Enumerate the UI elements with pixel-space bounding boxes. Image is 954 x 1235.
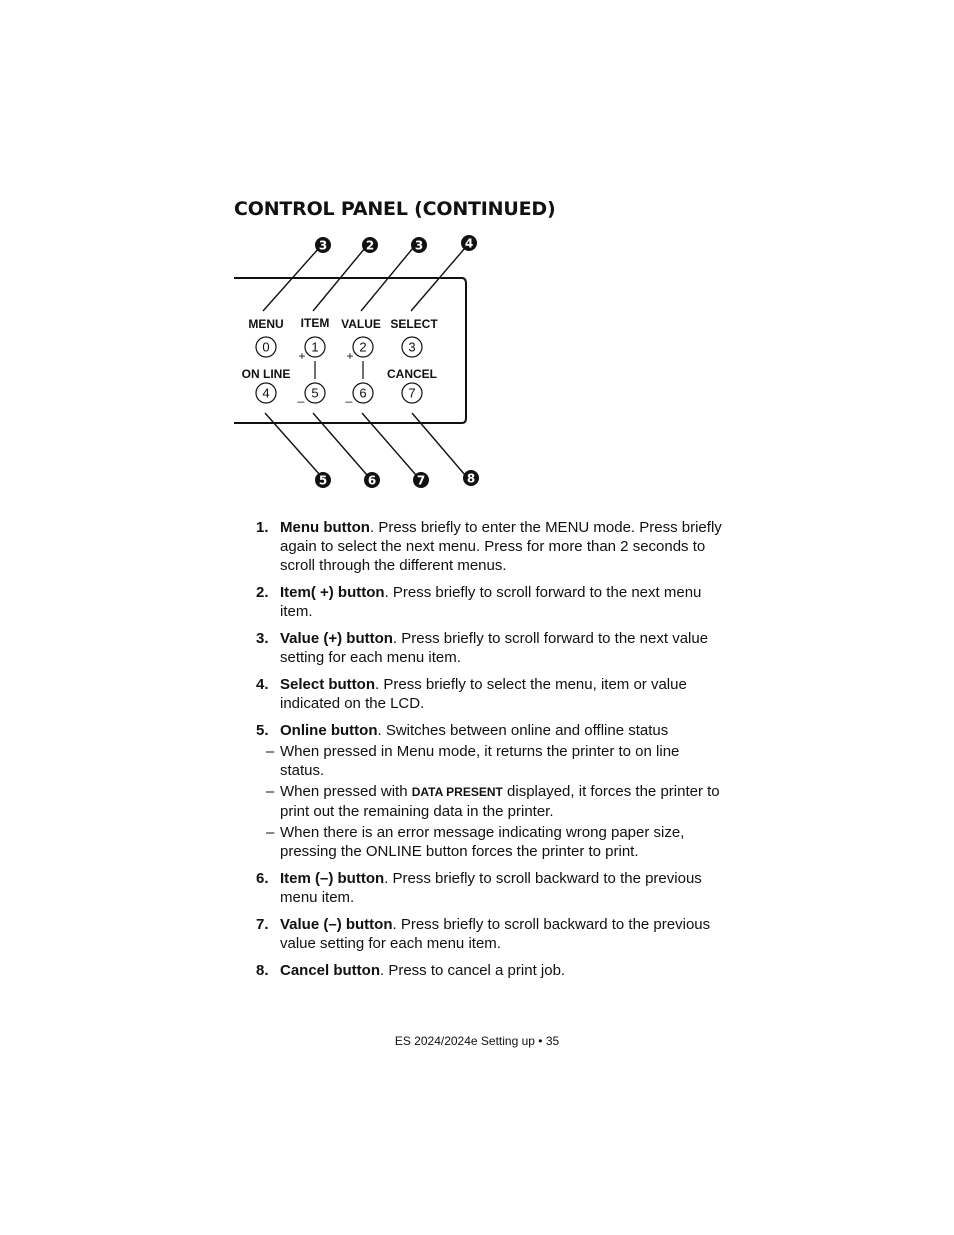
svg-text:2: 2 [359, 339, 367, 355]
page-footer: ES 2024/2024e Setting up • 35 [394, 1034, 560, 1048]
svg-text:6: 6 [367, 473, 377, 488]
item-heading: Item( +) button [280, 584, 385, 601]
select-label: SELECT [390, 317, 438, 331]
list-item: 7. Value (–) button. Press briefly to scroll backward to the previous value setting for each menu item. [256, 916, 711, 952]
item-heading: Item (–) button [280, 870, 385, 887]
svg-text:3: 3 [414, 238, 424, 253]
svg-text:2: 2 [365, 238, 375, 253]
value-plus-sign: + [346, 349, 354, 363]
item-heading: Value (–) button [280, 916, 393, 933]
menu-key[interactable] [256, 337, 276, 357]
item-minus-sign: _ [297, 389, 305, 403]
svg-text:7: 7 [416, 473, 426, 488]
svg-text:1: 1 [311, 339, 319, 355]
value-minus-sign: _ [345, 389, 353, 403]
item-heading: Value (+) button [280, 630, 393, 647]
item-heading: Cancel button [280, 962, 380, 979]
item-minus-key[interactable] [305, 383, 325, 403]
item-heading: Online button [280, 722, 378, 739]
svg-text:4: 4 [262, 385, 270, 401]
svg-text:0: 0 [262, 339, 270, 355]
svg-text:3: 3 [408, 339, 416, 355]
callout-badge-bottom-2 [364, 472, 380, 488]
callout-badge-bottom-1 [315, 472, 331, 488]
svg-text:8: 8 [466, 471, 476, 486]
callout-badge-top-4 [461, 235, 477, 251]
callout-badge-top-3 [411, 237, 427, 253]
callout-badge-bottom-3 [413, 472, 429, 488]
sub-item: – When there is an error message indicating wrong paper size, pressing the ONLINE button forces the printer to print. [266, 824, 685, 860]
svg-text:6: 6 [359, 385, 367, 401]
callout-badge-bottom-4 [463, 470, 479, 486]
select-key[interactable] [402, 337, 422, 357]
item-text: . Press briefly to scroll forward to the next menu item. [280, 584, 702, 620]
sub-item: – When pressed with DATA PRESENT displayed, it forces the printer to print out the remaining data in the printer. [266, 783, 720, 820]
item-text: . Press briefly to scroll forward to the next value setting for each menu item. [280, 630, 709, 666]
callout-badge-top-2 [362, 237, 378, 253]
value-label: VALUE [341, 317, 381, 331]
value-minus-key[interactable] [353, 383, 373, 403]
list-item: 3. Value (+) button. Press briefly to scroll forward to the next value setting for each menu item. [256, 630, 709, 666]
item-plus-sign: + [298, 349, 306, 363]
cancel-label: CANCEL [387, 367, 437, 381]
list-item: 6. Item (–) button. Press briefly to scroll backward to the previous menu item. [256, 870, 702, 906]
cancel-key[interactable] [402, 383, 422, 403]
list-item: 5. Online button. Switches between online and offline status – When pressed in Menu mode, it returns the printer to on line status. – When pressed with DATA PRESENT displayed, it forces the printer to print out the remaining data in the printer. – When there is an error message indicating wrong paper size, pressing the ONLINE button forces the printer to print. [256, 721, 726, 861]
item-heading: Menu button [280, 519, 370, 536]
page-title: CONTROL PANEL (CONTINUED) [234, 198, 556, 220]
svg-text:3: 3 [318, 238, 328, 253]
item-text: . Press briefly to scroll backward to the previous value setting for each menu item. [280, 916, 711, 952]
svg-text:5: 5 [318, 473, 328, 488]
item-text: . Press briefly to scroll backward to the previous menu item. [280, 870, 702, 906]
value-plus-key[interactable] [353, 337, 373, 357]
list-item: 1. Menu button. Press briefly to enter the MENU mode. Press briefly again to select the next menu. Press for more than 2 seconds to scroll through the different menus. [256, 519, 722, 574]
list-item: 8. Cancel button. Press to cancel a print job. [256, 962, 566, 979]
button-description-list [256, 518, 726, 988]
svg-text:7: 7 [408, 385, 416, 401]
data-present-code: DATA PRESENT [411, 785, 503, 799]
item-plus-key[interactable] [305, 337, 325, 357]
list-item: 2. Item( +) button. Press briefly to scroll forward to the next menu item. [256, 584, 702, 620]
item-text: . Press briefly to enter the MENU mode. Press briefly again to select the next menu. Press for more than 2 seconds to scroll through the different menus. [280, 519, 722, 574]
sub-item: – When pressed in Menu mode, it returns the printer to on line status. [266, 743, 680, 779]
online-label: ON LINE [241, 367, 291, 381]
item-text: . Press briefly to select the menu, item or value indicated on the LCD. [280, 676, 687, 712]
online-key[interactable] [256, 383, 276, 403]
item-label: ITEM [300, 316, 330, 330]
svg-text:5: 5 [311, 385, 319, 401]
item-text: . Press to cancel a print job. [380, 962, 566, 979]
svg-text:4: 4 [464, 236, 474, 251]
item-text: . Switches between online and offline status [377, 722, 669, 739]
list-item: 4. Select button. Press briefly to select the menu, item or value indicated on the LCD. [256, 676, 687, 712]
item-heading: Select button [280, 676, 376, 693]
menu-label: MENU [248, 317, 284, 331]
control-panel-diagram [230, 232, 510, 494]
callout-badge-top-1 [315, 237, 331, 253]
